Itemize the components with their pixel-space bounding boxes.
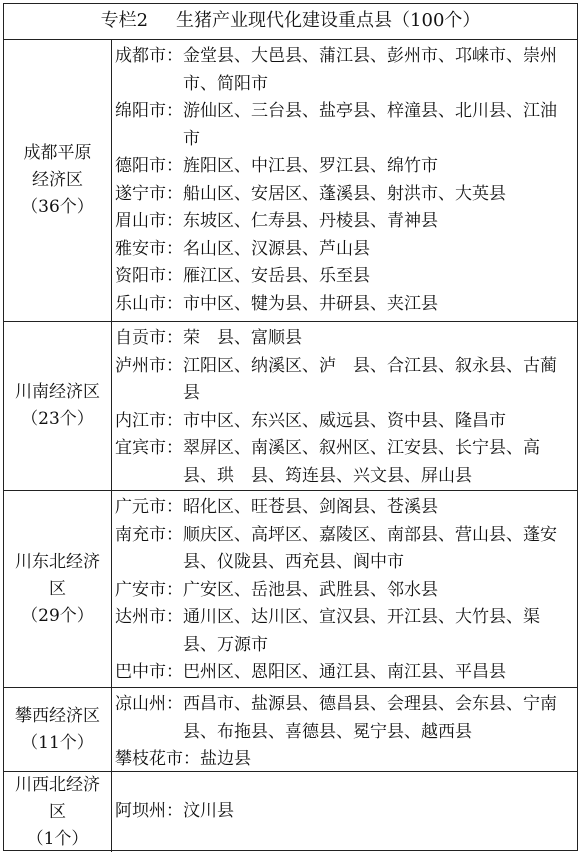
city-row (115, 43, 577, 98)
table-title (4, 4, 577, 40)
county-list: 昭化区、旺苍县、剑阁县、苍溪县 (183, 497, 438, 517)
zone-name-line: 成都平原 (23, 143, 92, 163)
zone-city-list (112, 322, 577, 490)
city-row (115, 291, 577, 319)
county-list: 雁江区、安岳县、乐至县 (183, 266, 370, 286)
county-list: 盐边县 (200, 749, 251, 769)
city-name: 雅安市： (115, 238, 183, 259)
zone-name (4, 40, 112, 321)
zone-name-line: 区 (49, 578, 66, 599)
city-name: 泸州市： (115, 355, 183, 376)
county-list: 汶川县 (183, 801, 234, 822)
county-list: 江阳区、纳溪区、泸 县、合江县、叙永县、古蔺县 (183, 355, 557, 403)
county-list: 船山区、安居区、蓬溪县、射洪市、大英县 (183, 183, 506, 204)
zone-count: （29个） (21, 605, 94, 626)
zone-name (4, 322, 112, 490)
city-name: 绵阳市： (115, 101, 183, 121)
county-list: 广安区、岳池县、武胜县、邻水县 (183, 579, 438, 600)
zone-count: （11个） (21, 732, 94, 753)
zone-city-list (112, 491, 577, 687)
city-row (115, 604, 577, 659)
county-list: 顺庆区、高坪区、嘉陵区、南部县、营山县、蓬安县、仪陇县、西充县、阆中市 (183, 524, 557, 572)
zone-count: （23个） (21, 409, 94, 429)
city-name: 自贡市： (115, 328, 183, 348)
county-list: 金堂县、大邑县、蒲江县、彭州市、邛崃市、崇州市、简阳市 (183, 46, 557, 94)
county-list: 市中区、犍为县、井研县、夹江县 (183, 293, 438, 314)
zone-chengdu-plain (4, 40, 577, 322)
city-name: 眉山市： (115, 211, 183, 231)
city-row (115, 691, 577, 746)
county-list: 翠屏区、南溪区、叙州区、江安县、长宁县、高 县、珙 县、筠连县、兴文县、屏山县 (183, 438, 557, 486)
county-list: 荣 县、富顺县 (183, 328, 302, 348)
city-row (115, 494, 577, 522)
county-list: 名山区、汉源县、芦山县 (183, 238, 370, 259)
city-name: 遂宁市： (115, 183, 183, 204)
county-list: 东坡区、仁寿县、丹棱县、青神县 (183, 211, 438, 231)
city-row (115, 208, 577, 236)
zone-south-sichuan (4, 322, 577, 491)
city-row (115, 181, 577, 209)
city-row (115, 236, 577, 264)
city-row (115, 522, 577, 577)
city-name: 阿坝州： (115, 801, 183, 822)
city-name: 乐山市： (115, 293, 183, 314)
city-row (115, 659, 577, 687)
city-name: 巴中市： (115, 662, 183, 682)
city-name: 成都市： (115, 46, 183, 66)
city-row (115, 798, 577, 826)
city-name: 德阳市： (115, 156, 183, 176)
zone-name-line: 攀西经济区 (15, 705, 100, 726)
zone-city-list (112, 772, 577, 852)
city-row (115, 353, 577, 408)
city-name: 达州市： (115, 607, 183, 627)
city-row (115, 98, 577, 153)
city-name: 宜宾市： (115, 438, 183, 458)
county-list: 巴州区、恩阳区、通江县、南江县、平昌县 (183, 662, 506, 682)
zone-name-line: 区 (49, 801, 66, 822)
zone-name-line: 川西北经济 (15, 774, 100, 795)
zone-northwest-sichuan (4, 772, 577, 852)
zone-name (4, 688, 112, 771)
column-label: 专栏2 (100, 10, 149, 31)
city-row (115, 263, 577, 291)
zone-name-line: 川南经济区 (15, 382, 100, 402)
table-heading: 生猪产业现代化建设重点县（100个） (176, 10, 481, 31)
zone-city-list (112, 688, 577, 771)
county-list: 市中区、东兴区、威远县、资中县、隆昌市 (183, 410, 506, 431)
county-list: 通川区、达川区、宣汉县、开江县、大竹县、渠 县、万源市 (183, 607, 557, 655)
zone-name-line: 川东北经济 (15, 551, 100, 572)
city-row (115, 746, 577, 774)
city-row (115, 408, 577, 436)
city-row (115, 153, 577, 181)
county-list: 西昌市、盐源县、德昌县、会理县、会东县、宁南县、布拖县、喜德县、冕宁县、越西县 (183, 694, 557, 742)
zone-name (4, 772, 112, 852)
city-row (115, 577, 577, 605)
zone-city-list (112, 40, 577, 321)
zone-panxi (4, 688, 577, 772)
city-name: 广元市： (115, 497, 183, 517)
city-name: 资阳市： (115, 266, 183, 286)
county-list: 旌阳区、中江县、罗江县、绵竹市 (183, 156, 438, 176)
zone-name (4, 491, 112, 687)
city-name: 广安市： (115, 579, 183, 600)
city-row (115, 325, 577, 353)
zone-count: （1个） (26, 828, 89, 849)
city-row (115, 435, 577, 490)
city-name: 凉山州： (115, 694, 183, 714)
zone-northeast-sichuan (4, 491, 577, 688)
city-name: 攀枝花市： (115, 749, 200, 769)
city-name: 内江市： (115, 410, 183, 431)
zone-count: （36个） (21, 197, 94, 217)
zone-name-line: 经济区 (32, 170, 83, 190)
city-name: 南充市： (115, 524, 183, 545)
county-table (3, 3, 578, 851)
county-list: 游仙区、三台县、盐亭县、梓潼县、北川县、江油市 (183, 101, 557, 149)
